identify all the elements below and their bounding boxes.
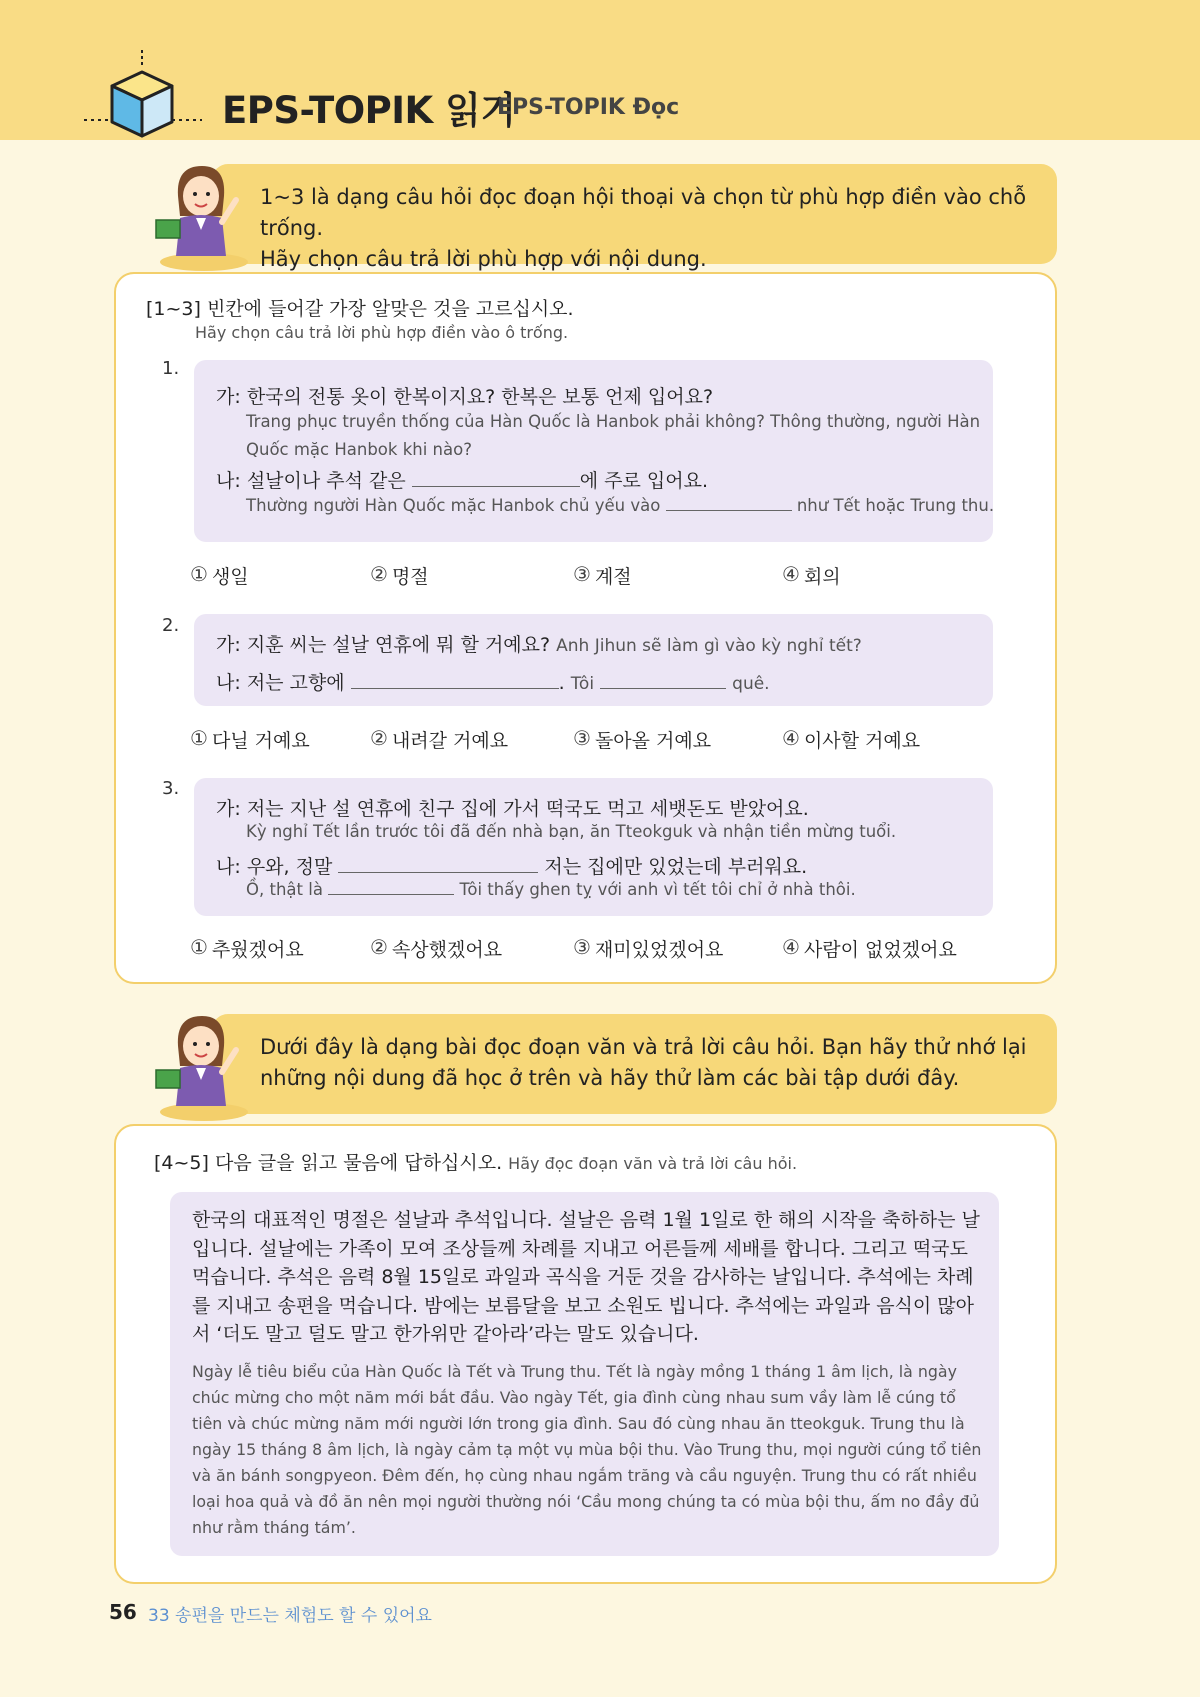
dialog-b-translation xyxy=(246,880,856,899)
answer-blank-vn xyxy=(600,674,726,689)
intro-bubble-1 xyxy=(212,164,1057,271)
dialog-a-translation-2: Quốc mặc Hanbok khi nào? xyxy=(246,440,472,459)
option-label: 다닐 거예요 xyxy=(211,730,310,752)
option-label: 재미있었겠어요 xyxy=(594,939,724,961)
dialog-b-vn-post: quê. xyxy=(732,674,770,694)
dialog-b-vn-pre: Ồ, thật là xyxy=(246,880,323,899)
speaker-b: 나: xyxy=(216,856,241,878)
dialog-b-translation xyxy=(246,496,994,515)
option-label: 사람이 없었겠어요 xyxy=(803,939,957,961)
page-number: 56 xyxy=(109,1600,137,1624)
option-3[interactable]: ③ 재미있었겠어요 xyxy=(573,935,724,961)
section2-heading-ko: [4~5] 다음 글을 읽고 물음에 답하십시오. xyxy=(154,1152,503,1174)
question-number: 3. xyxy=(162,778,180,799)
dialog-a-line xyxy=(216,630,862,657)
intro-line-2: Hãy chọn câu trả lời phù hợp với nội dung. xyxy=(260,247,707,271)
teacher-mascot-icon xyxy=(152,160,248,272)
question-number: 2. xyxy=(162,615,180,636)
speaker-b: 나: xyxy=(216,672,241,694)
intro-line-1: Dưới đây là dạng bài đọc đoạn văn và trả lời câu hỏi. Bạn hãy thử nhớ lại xyxy=(260,1035,1027,1059)
option-label: 회의 xyxy=(803,566,841,588)
speaker-a: 가: xyxy=(216,798,241,820)
option-1[interactable]: ① 생일 xyxy=(190,562,249,588)
dialog-b-line xyxy=(216,668,770,695)
dialog-b-text-pre: 설날이나 추석 같은 xyxy=(246,470,406,492)
teacher-mascot-icon xyxy=(152,1010,248,1122)
dialog-b-text-pre: 저는 고향에 xyxy=(246,672,345,694)
page-title: EPS-TOPIK 읽기 xyxy=(222,89,516,132)
dialog-b-line xyxy=(216,852,807,879)
option-4[interactable]: ④ 사람이 없었겠어요 xyxy=(782,935,957,961)
option-2[interactable]: ② 속상했겠어요 xyxy=(370,935,503,961)
section1-heading: [1~3] 빈칸에 들어갈 가장 알맞은 것을 고르십시오. xyxy=(146,298,574,320)
speaker-b: 나: xyxy=(216,470,241,492)
answer-blank[interactable] xyxy=(351,671,559,689)
option-label: 계절 xyxy=(594,566,632,588)
option-1[interactable]: ① 다닐 거예요 xyxy=(190,726,310,752)
question-number: 1. xyxy=(162,358,180,379)
dialog-a-translation: Anh Jihun sẽ làm gì vào kỳ nghỉ tết? xyxy=(556,636,862,656)
dialog-b-vn-post: Tôi thấy ghen tỵ với anh vì tết tôi chỉ ở nhà thôi. xyxy=(459,880,856,899)
chapter-title: 33 송편을 만드는 체험도 할 수 있어요 xyxy=(148,1606,432,1626)
speaker-a: 가: xyxy=(216,634,241,656)
dialog-b-vn-pre: Tôi xyxy=(570,674,595,694)
page-header xyxy=(0,0,1200,140)
dialog-a-line xyxy=(216,794,809,821)
dialog-b-line xyxy=(216,466,708,493)
option-3[interactable]: ③ 돌아올 거예요 xyxy=(573,726,712,752)
dialog-a-translation: Kỳ nghỉ Tết lần trước tôi đã đến nhà bạn, ăn Tteokguk và nhận tiền mừng tuổi. xyxy=(246,822,897,841)
speaker-a: 가: xyxy=(216,386,241,408)
passage-vietnamese: Ngày lễ tiêu biểu của Hàn Quốc là Tết và Trung thu. Tết là ngày mồng 1 tháng 1 âm lịch, là ngày chúc mừng cho một năm mới bắt đầu. Vào ngày Tết, gia đình cùng nhau sum vầy làm lễ cúng tổ tiên và chúc mừng năm mới người lớn trong gia đình. Sau đó cùng nhau ăn tteokguk. Trung thu là ngày 15 tháng 8 âm lịch, là ngày cảm tạ một vụ mùa bội thu. Vào Trung thu, mọi người cúng tổ tiên và ăn bánh songpyeon. Đêm đến, họ cùng nhau ngắm trăng và cầu nguyện. Trung thu có rất nhiều loại hoa quả và đồ ăn nên mọi người thường nói ‘Cầu mong chúng ta có mùa bội thu, ấm no đầy đủ như rằm tháng tám’. xyxy=(192,1362,982,1537)
option-3[interactable]: ③ 계절 xyxy=(573,562,632,588)
page-subtitle: EPS-TOPIK Đọc xyxy=(497,95,680,120)
passage-korean: 한국의 대표적인 명절은 설날과 추석입니다. 설날은 음력 1월 1일로 한 해의 시작을 축하하는 날입니다. 설날에는 가족이 모여 조상들께 차례를 지내고 어른들께 세배를 합니다. 그리고 떡국도 먹습니다. 추석은 음력 8월 15일로 과일과 곡식을 거둔 것을 감사하는 날입니다. 추석에는 차례를 지내고 송편을 먹습니다. 밤에는 보름달을 보고 소원도 빕니다. 추석에는 과일과 음식이 많아서 ‘더도 말고 덜도 말고 한가위만 같아라’라는 말도 있습니다. xyxy=(192,1209,980,1345)
dialog-b-text-post: 저는 집에만 있었는데 부러워요. xyxy=(544,856,808,878)
cube-icon xyxy=(84,50,202,142)
option-4[interactable]: ④ 회의 xyxy=(782,562,841,588)
option-4[interactable]: ④ 이사할 거예요 xyxy=(782,726,921,752)
option-label: 이사할 거예요 xyxy=(803,730,921,752)
intro-line-1: 1~3 là dạng câu hỏi đọc đoạn hội thoại và chọn từ phù hợp điền vào chỗ trống. xyxy=(260,185,1027,240)
option-label: 속상했겠어요 xyxy=(391,939,503,961)
option-label: 생일 xyxy=(211,566,249,588)
dialog-b-text-pre: 우와, 정말 xyxy=(246,856,333,878)
option-label: 돌아올 거예요 xyxy=(594,730,712,752)
dialog-b-text-post: . xyxy=(558,672,565,694)
option-label: 내려갈 거예요 xyxy=(391,730,509,752)
option-label: 명절 xyxy=(391,566,429,588)
dialog-a-translation-1: Trang phục truyền thống của Hàn Quốc là Hanbok phải không? Thông thường, người Hàn xyxy=(246,412,981,431)
dialog-b-text-post: 에 주로 입어요. xyxy=(579,470,709,492)
dialog-a-text: 저는 지난 설 연휴에 친구 집에 가서 떡국도 먹고 세뱃돈도 받았어요. xyxy=(246,798,809,820)
option-2[interactable]: ② 명절 xyxy=(370,562,429,588)
section2-heading-vn: Hãy đọc đoạn văn và trả lời câu hỏi. xyxy=(508,1154,798,1173)
section1-heading-vn: Hãy chọn câu trả lời phù hợp điền vào ô trống. xyxy=(195,323,569,342)
dialog-a-line xyxy=(216,382,713,409)
dialog-b-vn-post: như Tết hoặc Trung thu. xyxy=(796,496,995,515)
intro-bubble-2 xyxy=(212,1014,1057,1114)
option-1[interactable]: ① 추웠겠어요 xyxy=(190,935,304,961)
answer-blank-vn xyxy=(328,880,454,895)
dialog-a-text: 한국의 전통 옷이 한복이지요? 한복은 보통 언제 입어요? xyxy=(246,386,714,408)
answer-blank[interactable] xyxy=(412,469,580,487)
intro-line-2: những nội dung đã học ở trên và hãy thử làm các bài tập dưới đây. xyxy=(260,1066,960,1090)
answer-blank[interactable] xyxy=(338,855,538,873)
dialog-a-text: 지훈 씨는 설날 연휴에 뭐 할 거예요? xyxy=(246,634,551,656)
section2-heading xyxy=(154,1148,797,1175)
option-2[interactable]: ② 내려갈 거예요 xyxy=(370,726,509,752)
answer-blank-vn xyxy=(666,496,792,511)
dialog-b-vn-pre: Thường người Hàn Quốc mặc Hanbok chủ yếu vào xyxy=(246,496,661,515)
option-label: 추웠겠어요 xyxy=(211,939,304,961)
